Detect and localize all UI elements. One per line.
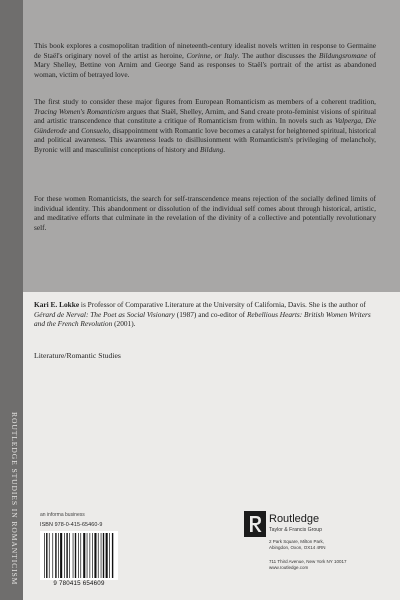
- isbn-barcode: [40, 531, 118, 580]
- description-paragraph-3: For these women Romanticists, the search for self-transcendence means rejection of the socially defined limits of individual identity. This abandonment or dissolution of the individual self comes about through historical, artistic, and meditative efforts that culminate in the revelation of the divinity of a collective and potentially revolutionary self.: [34, 194, 376, 232]
- publisher-address-us: 711 Third Avenue, New York NY 10017 www.routledge.com: [269, 559, 347, 570]
- spine-strip: [0, 0, 23, 600]
- subject-category: Literature/Romantic Studies: [34, 351, 121, 360]
- routledge-logo-icon: [244, 511, 266, 537]
- isbn-label: ISBN 978-0-415-65460-9: [40, 522, 103, 528]
- description-paragraph-1: This book explores a cosmopolitan tradition of nineteenth-century idealist novels written in response to Germaine de Staël's originary novel of the artist as heroine, Corinne, or Italy. The author discusses the Bildungsromane of Mary Shelley, Bettine von Arnim and George Sand as responses to Staël's portrait of the artist as abandoned woman, victim of betrayed love.: [34, 41, 376, 79]
- publisher-group: Taylor & Francis Group: [269, 527, 323, 533]
- informa-tagline: an informa business: [40, 512, 85, 518]
- barcode-number: 9 780415 654609: [53, 580, 105, 587]
- publisher-name: Routledge: [269, 513, 320, 525]
- publisher-address-uk: 2 Park Square, Milton Park, Abingdon, Oxon, OX14 4RN: [269, 539, 326, 550]
- author-bio: Kari E. Lokke is Professor of Comparative Literature at the University of California, Davis. She is the author of Gérard de Nerval: The Poet as Social Visionary (1987) and co-editor of Rebellious Hearts: British Women Writers and the French Revolution (2001).: [34, 300, 371, 329]
- description-paragraph-2: The first study to consider these major figures from European Romanticism as members of a coherent tradition, Tracing Women's Romanticism argues that Staël, Shelley, Arnim, and Sand create proto-feminist visions of spiritual and artistic transcendence that constitute a critique of Romanticism from within. In novels such as Valperga, Die Günderode and Consuelo, disappointment with Romantic love becomes a catalyst for heightened spiritual, historical and political awareness. This awareness leads to disillusionment with Romanticism's privileging of melancholy, Byronic will and masculinist conceptions of history and Bildung.: [34, 97, 377, 154]
- series-title: ROUTLEDGE STUDIES IN ROMANTICISM: [10, 411, 19, 585]
